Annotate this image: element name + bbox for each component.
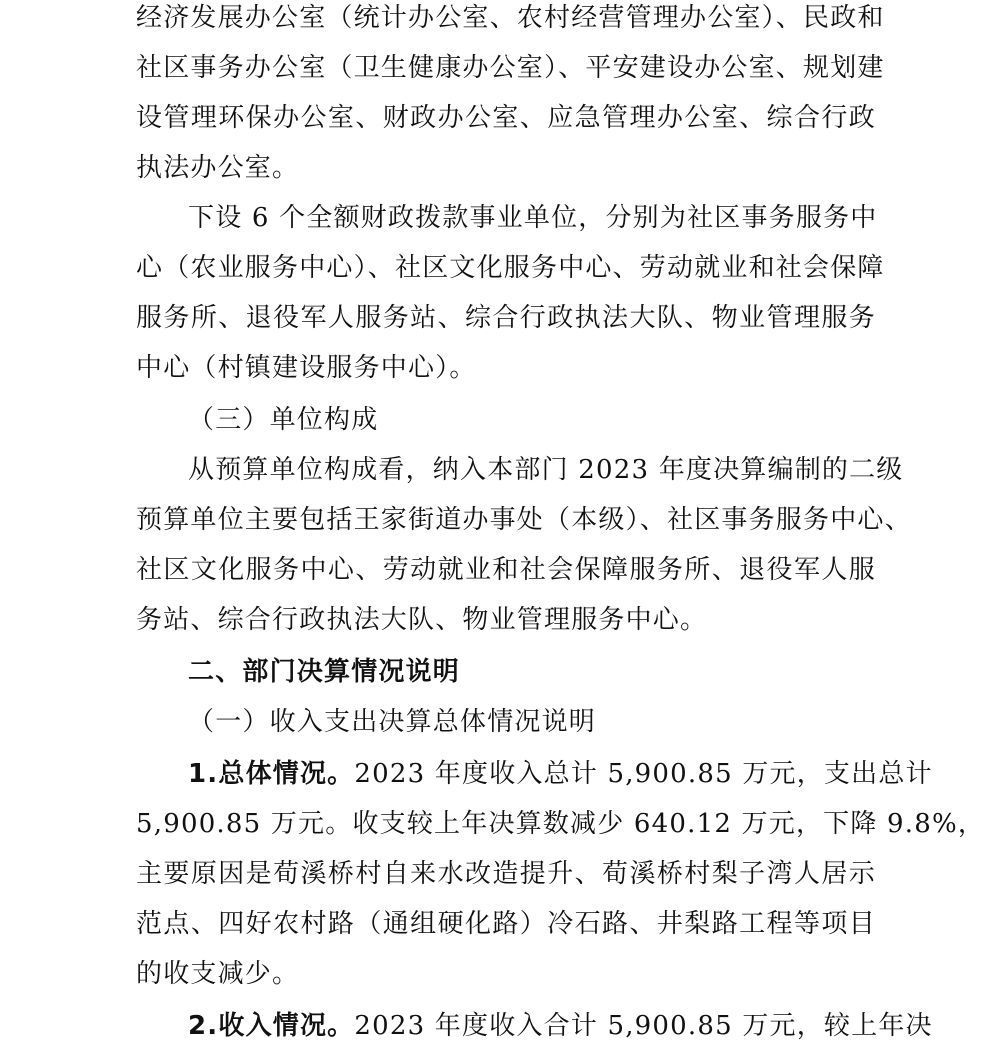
text-line: 下设 6 个全额财政拨款事业单位，分别为社区事务服务中 xyxy=(188,203,878,233)
text-line: 务站、综合行政执法大队、物业管理服务中心。 xyxy=(136,605,708,635)
text-line: 主要原因是荀溪桥村自来水改造提升、荀溪桥村梨子湾人居示 xyxy=(136,859,876,889)
text-line: 设管理环保办公室、财政办公室、应急管理办公室、综合行政 xyxy=(136,103,876,133)
paragraph-overall-first-line xyxy=(136,756,933,806)
text-line: 从预算单位构成看，纳入本部门 2023 年度决算编制的二级 xyxy=(188,455,904,485)
text-line: 5,900.85 万元。收支较上年决算数减少 640.12 万元，下降 9.8%， xyxy=(136,809,986,839)
text-line: 服务所、退役军人服务站、综合行政执法大队、物业管理服务 xyxy=(136,303,876,333)
section-heading-final-accounts: 二、部门决算情况说明 xyxy=(188,657,461,687)
text-line: 中心（村镇建设服务中心）。 xyxy=(136,353,477,383)
paragraph-text-income: 2023 年度收入合计 5,900.85 万元，较上年决 xyxy=(354,1011,933,1041)
paragraph-text-overall: 2023 年度收入总计 5,900.85 万元，支出总计 xyxy=(354,759,933,789)
text-line: 执法办公室。 xyxy=(136,153,300,183)
text-line: 社区文化服务中心、劳动就业和社会保障服务所、退役军人服 xyxy=(136,555,876,585)
text-line: 经济发展办公室（统计办公室、农村经营管理办公室）、民政和 xyxy=(136,3,885,33)
text-line: 社区事务办公室（卫生健康办公室）、平安建设办公室、规划建 xyxy=(136,53,885,83)
paragraph-label-income: 2.收入情况。 xyxy=(188,1011,355,1041)
text-line: 心（农业服务中心）、社区文化服务中心、劳动就业和社会保障 xyxy=(136,253,885,283)
text-line: 的收支减少。 xyxy=(136,959,300,989)
subsection-heading-overall: （一）收入支出决算总体情况说明 xyxy=(188,707,597,737)
text-line: 范点、四好农村路（通组硬化路）冷石路、井梨路工程等项目 xyxy=(136,909,876,939)
paragraph-label-overall: 1.总体情况。 xyxy=(188,759,355,789)
text-line: 预算单位主要包括王家街道办事处（本级）、社区事务服务中心、 xyxy=(136,505,912,535)
section-heading-unit-composition: （三）单位构成 xyxy=(188,405,379,435)
paragraph-income-first-line xyxy=(136,1008,933,1058)
